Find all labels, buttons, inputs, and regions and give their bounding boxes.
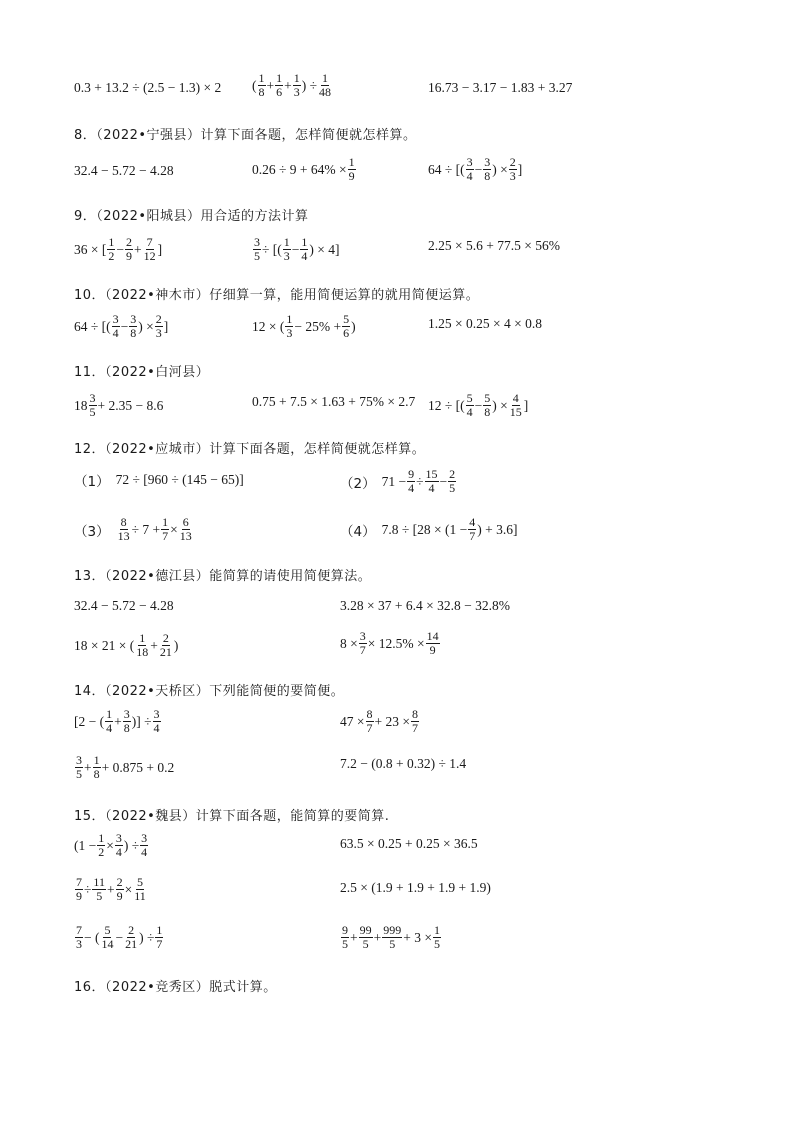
fraction: [466, 156, 474, 183]
fraction: [366, 708, 374, 735]
expression-q14-c: [74, 754, 174, 781]
expression-q14-a: [74, 708, 162, 735]
fraction: [155, 313, 163, 340]
expression-text: ) ×: [492, 397, 508, 413]
numerator: 9: [342, 923, 348, 937]
expression-text: +: [266, 77, 275, 93]
numerator: 11: [93, 875, 105, 889]
denominator: 5: [89, 405, 96, 419]
expression-q14-d: [340, 756, 466, 772]
expression-text: ]: [523, 397, 529, 413]
numerator: 1: [139, 631, 146, 645]
numerator: 1: [258, 71, 265, 85]
fraction: [509, 392, 523, 419]
numerator: 1: [286, 312, 293, 326]
question-11-heading: 11．（2022•白河县）: [74, 365, 210, 380]
denominator: 9: [76, 889, 82, 903]
fraction: [425, 468, 439, 495]
expression-text: ]: [517, 161, 523, 177]
expression-text: ×: [170, 521, 178, 537]
fraction: [75, 924, 83, 951]
fraction: [112, 313, 120, 340]
expression-text: 2.5 × (1.9 + 1.9 + 1.9 + 1.9): [340, 880, 491, 895]
expression-q13-d: [340, 630, 441, 657]
numerator: 5: [104, 923, 111, 937]
expression-text: ÷: [416, 473, 424, 489]
denominator: 13: [117, 529, 130, 543]
expression-text: − 25% +: [294, 318, 342, 334]
denominator: 7: [366, 721, 373, 735]
denominator: 6: [276, 85, 283, 99]
denominator: 4: [408, 481, 415, 495]
expression-text: ) ÷: [123, 837, 140, 853]
expression-text: ) + 3.6]: [477, 521, 518, 537]
fraction: [89, 392, 97, 419]
fraction: [283, 236, 291, 263]
fraction: [341, 924, 349, 951]
expression-text: + 23 ×: [374, 713, 410, 729]
numerator: 1: [322, 71, 329, 85]
expression-text: −: [474, 397, 483, 413]
denominator: 8: [93, 767, 100, 781]
numerator: 3: [254, 235, 260, 249]
fraction: [100, 924, 114, 951]
question-9-heading: 9．（2022•阳城县）用合适的方法计算: [74, 209, 309, 224]
fraction: [348, 156, 356, 183]
question-10-heading: 10．（2022•神木市）仔细算一算，能用简便运算的就用简便运算。: [74, 288, 480, 303]
fraction: [342, 313, 350, 340]
numerator: 3: [123, 707, 130, 721]
expression-text: ÷: [84, 881, 92, 897]
numerator: 1: [276, 71, 283, 85]
expression-text: （2）: [340, 475, 376, 492]
numerator: 3: [76, 753, 82, 767]
denominator: 4: [115, 845, 122, 859]
numerator: 1: [162, 515, 169, 529]
denominator: 4: [466, 169, 473, 183]
expression-text: +: [284, 77, 292, 93]
numerator: 8: [411, 707, 418, 721]
expression-text: +: [150, 637, 158, 653]
expression-text: +: [350, 929, 358, 945]
denominator: 9: [429, 643, 436, 657]
numerator: 1: [98, 831, 105, 845]
numerator: 6: [182, 515, 189, 529]
expression-text: ]: [163, 318, 169, 334]
fraction: [468, 516, 476, 543]
numerator: 1: [433, 923, 440, 937]
fraction: [253, 236, 261, 263]
expression-text: −: [115, 929, 124, 945]
expression-text: × 12.5% ×: [367, 635, 425, 651]
numerator: 1: [348, 155, 355, 169]
expression-text: 72 ÷ [960 ÷ (145 − 65)]: [115, 472, 244, 487]
expression-q9-b: [252, 236, 340, 263]
denominator: 2: [98, 845, 105, 859]
denominator: 5: [96, 889, 103, 903]
numerator: 1: [108, 235, 115, 249]
expression-text: +: [106, 881, 115, 897]
expression-row0-b: [252, 72, 333, 99]
expression-text: [2 − (: [74, 713, 105, 729]
expression-q15-c: [74, 876, 148, 903]
fraction: [135, 632, 149, 659]
expression-q11-b: [252, 394, 415, 410]
expression-text: )] ÷: [131, 713, 152, 729]
numerator: 3: [359, 629, 366, 643]
expression-text: 0.3 + 13.2 ÷ (2.5 − 1.3) × 2: [74, 80, 222, 95]
denominator: 8: [484, 169, 491, 183]
fraction: [300, 236, 308, 263]
expression-text: + 3 ×: [403, 929, 432, 945]
fraction: [411, 708, 419, 735]
expression-text: 16.73 − 3.17 − 1.83 + 3.27: [428, 80, 573, 95]
numerator: 5: [137, 875, 144, 889]
expression-text: +: [373, 929, 382, 945]
expression-text: 64 ÷ [(: [428, 161, 465, 177]
numerator: 3: [141, 831, 148, 845]
expression-q15-e: [74, 924, 164, 951]
numerator: 99: [359, 923, 372, 937]
expression-text: +: [84, 759, 92, 775]
fraction: [359, 924, 373, 951]
denominator: 5: [389, 937, 396, 951]
expression-text: （3）: [74, 523, 110, 540]
expression-text: ): [173, 637, 179, 653]
numerator: 1: [106, 707, 113, 721]
expression-q12-2: [340, 468, 457, 495]
numerator: 14: [426, 629, 439, 643]
question-15-heading: 15．（2022•魏县）计算下面各题，能简算的要简算.: [74, 809, 390, 824]
denominator: 7: [411, 721, 418, 735]
expression-text: 36 × [: [74, 241, 107, 257]
expression-text: ÷ [(: [262, 241, 282, 257]
expression-q13-b: [340, 598, 510, 614]
fraction: [466, 392, 474, 419]
numerator: 2: [155, 312, 162, 326]
fraction: [116, 876, 124, 903]
expression-text: ) ÷: [301, 77, 318, 93]
expression-text: 12 ÷ [(: [428, 397, 465, 413]
numerator: 3: [484, 155, 491, 169]
expression-q15-f: [340, 924, 442, 951]
denominator: 9: [125, 249, 132, 263]
fraction: [483, 392, 491, 419]
fraction: [140, 832, 148, 859]
denominator: 3: [509, 169, 516, 183]
fraction: [285, 313, 293, 340]
numerator: 4: [512, 391, 519, 405]
numerator: 9: [408, 467, 415, 481]
fraction: [129, 313, 137, 340]
question-13-heading: 13．（2022•德江县）能简算的请使用简便算法。: [74, 569, 372, 584]
expression-text: 8 ×: [340, 635, 358, 651]
expression-text: −: [439, 473, 448, 489]
expression-text: 18 × 21 × (: [74, 637, 135, 653]
expression-text: ×: [124, 881, 133, 897]
denominator: 4: [141, 845, 148, 859]
denominator: 5: [433, 937, 440, 951]
fraction: [133, 876, 147, 903]
numerator: 3: [115, 831, 122, 845]
fraction: [159, 632, 173, 659]
expression-text: ) ×: [492, 161, 508, 177]
fraction: [258, 72, 266, 99]
numerator: 3: [466, 155, 473, 169]
expression-text: 12 × (: [252, 318, 285, 334]
denominator: 21: [125, 937, 138, 951]
expression-row0-c: [428, 80, 572, 96]
fraction: [161, 516, 169, 543]
expression-q8-b: [252, 156, 357, 183]
fraction: [115, 832, 123, 859]
expression-text: −: [120, 318, 129, 334]
expression-row0-a: [74, 80, 221, 96]
fraction: [117, 516, 131, 543]
denominator: 8: [258, 85, 265, 99]
expression-text: 7.2 − (0.8 + 0.32) ÷ 1.4: [340, 756, 467, 771]
expression-text: 64 ÷ [(: [74, 318, 111, 334]
expression-text: ×: [106, 837, 114, 853]
expression-text: 32.4 − 5.72 − 4.28: [74, 598, 174, 613]
fraction: [92, 876, 106, 903]
expression-text: + 0.875 + 0.2: [101, 759, 175, 775]
denominator: 3: [293, 85, 300, 99]
numerator: 8: [120, 515, 127, 529]
expression-text: 3.28 × 37 + 6.4 × 32.8 − 32.8%: [340, 598, 510, 613]
numerator: 1: [301, 235, 308, 249]
denominator: 2: [108, 249, 115, 263]
numerator: 1: [156, 923, 163, 937]
denominator: 7: [359, 643, 366, 657]
fraction: [123, 708, 131, 735]
denominator: 13: [179, 529, 192, 543]
numerator: 1: [293, 71, 300, 85]
numerator: 7: [76, 875, 82, 889]
denominator: 5: [449, 481, 456, 495]
expression-q9-c: [428, 238, 560, 254]
expression-text: +: [133, 241, 142, 257]
denominator: 18: [136, 645, 149, 659]
expression-text: 1.25 × 0.25 × 4 × 0.8: [428, 316, 542, 331]
expression-text: +: [114, 713, 122, 729]
expression-text: ) ×: [138, 318, 154, 334]
expression-q8-a: [74, 163, 174, 179]
expression-q12-1: [74, 470, 244, 490]
question-8-heading: 8．（2022•宁强县）计算下面各题，怎样简便就怎样算。: [74, 128, 417, 143]
denominator: 9: [116, 889, 123, 903]
denominator: 7: [469, 529, 476, 543]
fraction: [75, 876, 83, 903]
denominator: 7: [162, 529, 169, 543]
expression-text: 18: [74, 397, 88, 413]
expression-text: 71 −: [381, 473, 407, 489]
expression-text: 47 ×: [340, 713, 365, 729]
fraction: [143, 236, 157, 263]
denominator: 4: [112, 326, 119, 340]
denominator: 8: [484, 405, 491, 419]
denominator: 4: [428, 481, 435, 495]
expression-text: 63.5 × 0.25 + 0.25 × 36.5: [340, 836, 478, 851]
denominator: 5: [342, 937, 348, 951]
expression-q10-a: [74, 313, 168, 340]
numerator: 8: [366, 707, 373, 721]
expression-text: 2.25 × 5.6 + 77.5 × 56%: [428, 238, 560, 253]
numerator: 4: [469, 515, 476, 529]
denominator: 3: [286, 326, 293, 340]
numerator: 5: [484, 391, 491, 405]
denominator: 6: [343, 326, 350, 340]
expression-q12-4: [340, 516, 517, 543]
denominator: 4: [106, 721, 113, 735]
expression-text: ]: [157, 241, 163, 257]
denominator: 3: [283, 249, 290, 263]
denominator: 4: [466, 405, 473, 419]
expression-text: 0.75 + 7.5 × 1.63 + 75% × 2.7: [252, 394, 416, 409]
question-14-heading: 14．（2022•天桥区）下列能简便的要简便。: [74, 684, 345, 699]
fraction: [124, 924, 138, 951]
numerator: 2: [125, 235, 132, 249]
denominator: 5: [76, 767, 82, 781]
denominator: 7: [156, 937, 163, 951]
denominator: 4: [301, 249, 308, 263]
expression-q13-a: [74, 598, 174, 614]
denominator: 5: [362, 937, 369, 951]
fraction: [107, 236, 115, 263]
expression-text: ÷ 7 +: [131, 521, 161, 537]
question-16-heading: 16．（2022•竞秀区）脱式计算。: [74, 980, 277, 995]
fraction: [275, 72, 283, 99]
expression-q9-a: [74, 236, 162, 263]
expression-text: + 2.35 − 8.6: [97, 397, 164, 413]
denominator: 5: [254, 249, 260, 263]
fraction: [105, 708, 113, 735]
expression-q11-c: [428, 392, 528, 419]
expression-text: − (: [84, 929, 100, 945]
numerator: 999: [383, 923, 402, 937]
expression-q15-b: [340, 836, 478, 852]
fraction: [509, 156, 517, 183]
fraction: [93, 754, 101, 781]
denominator: 15: [509, 405, 522, 419]
numerator: 7: [76, 923, 82, 937]
fraction: [382, 924, 402, 951]
expression-q13-c: [74, 632, 178, 659]
fraction: [97, 832, 105, 859]
expression-text: ): [351, 318, 356, 334]
expression-text: (: [252, 77, 257, 93]
numerator: 3: [130, 312, 137, 326]
numerator: 5: [343, 312, 350, 326]
fraction: [407, 468, 415, 495]
expression-q15-a: [74, 832, 149, 859]
fraction: [155, 924, 163, 951]
numerator: 2: [128, 923, 135, 937]
fraction: [293, 72, 301, 99]
expression-q8-c: [428, 156, 522, 183]
fraction: [153, 708, 161, 735]
numerator: 2: [162, 631, 169, 645]
denominator: 3: [155, 326, 162, 340]
question-12-heading: 12．（2022•应城市）计算下面各题，怎样简便就怎样算。: [74, 442, 426, 457]
numerator: 2: [449, 467, 456, 481]
fraction: [179, 516, 193, 543]
denominator: 3: [76, 937, 82, 951]
denominator: 21: [159, 645, 172, 659]
expression-q15-d: [340, 880, 491, 896]
fraction: [318, 72, 332, 99]
denominator: 11: [134, 889, 146, 903]
expression-q10-b: [252, 313, 356, 340]
numerator: 1: [93, 753, 100, 767]
fraction: [125, 236, 133, 263]
fraction: [426, 630, 440, 657]
denominator: 9: [348, 169, 355, 183]
numerator: 7: [146, 235, 153, 249]
expression-text: ) × 4]: [309, 241, 340, 257]
expression-q10-c: [428, 316, 542, 332]
denominator: 12: [143, 249, 156, 263]
numerator: 2: [116, 875, 123, 889]
numerator: 1: [283, 235, 290, 249]
expression-text: ) ÷: [139, 929, 155, 945]
expression-text: 0.26 ÷ 9 + 64% ×: [252, 161, 347, 177]
fraction: [359, 630, 367, 657]
expression-text: (1 −: [74, 837, 97, 853]
expression-q12-3: [74, 516, 194, 543]
numerator: 5: [466, 391, 473, 405]
denominator: 14: [101, 937, 114, 951]
fraction: [433, 924, 441, 951]
expression-text: −: [116, 241, 124, 257]
denominator: 4: [153, 721, 160, 735]
expression-text: −: [291, 241, 300, 257]
denominator: 8: [123, 721, 130, 735]
denominator: 48: [319, 85, 332, 99]
expression-text: 32.4 − 5.72 − 4.28: [74, 163, 174, 178]
numerator: 3: [153, 707, 160, 721]
expression-q11-a: [74, 392, 163, 419]
numerator: 3: [89, 391, 96, 405]
numerator: 3: [112, 312, 119, 326]
expression-text: 7.8 ÷ [28 × (1 −: [381, 521, 468, 537]
expression-q14-b: [340, 708, 420, 735]
expression-text: （1）: [74, 474, 110, 490]
numerator: 15: [425, 467, 438, 481]
expression-text: −: [474, 161, 483, 177]
fraction: [448, 468, 456, 495]
denominator: 8: [130, 326, 137, 340]
fraction: [483, 156, 491, 183]
numerator: 2: [509, 155, 516, 169]
fraction: [75, 754, 83, 781]
expression-text: （4）: [340, 523, 376, 540]
